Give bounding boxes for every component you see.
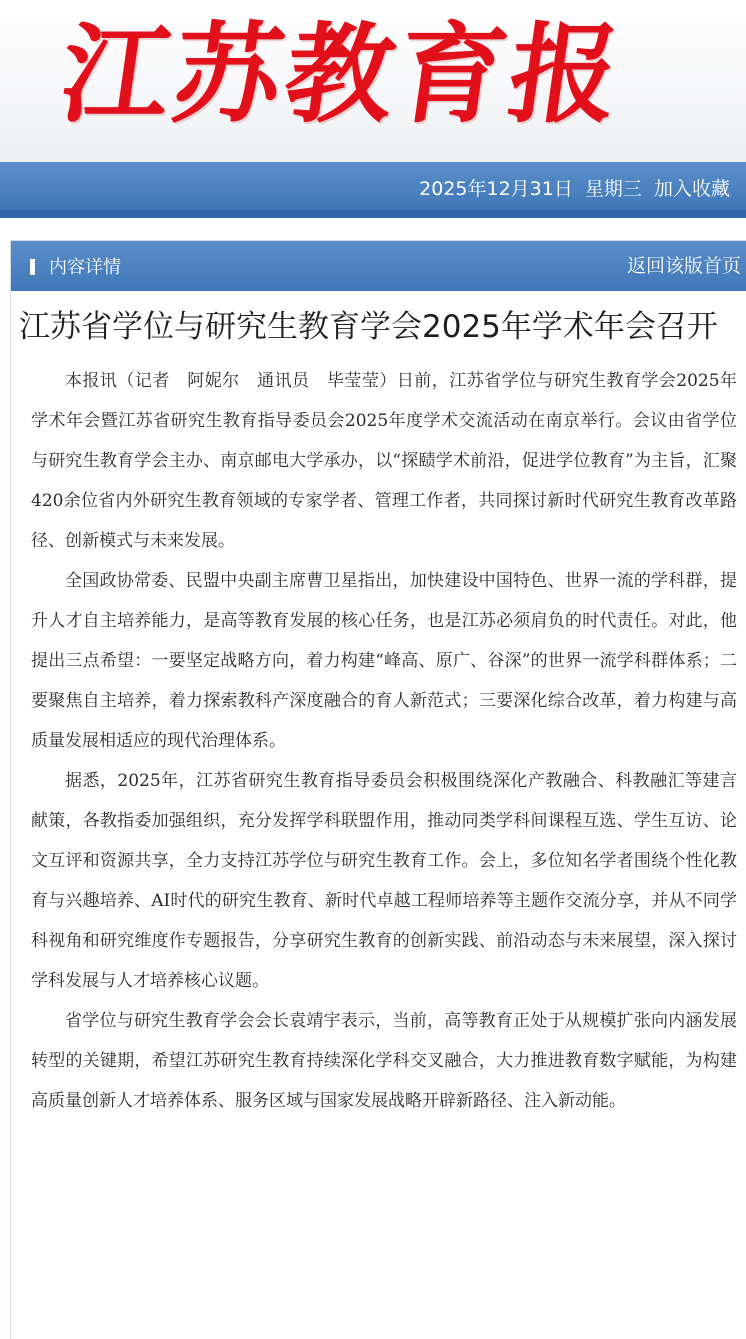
section-header xyxy=(11,241,746,291)
section-title: 内容详情 xyxy=(49,257,121,278)
article-body xyxy=(31,361,737,1121)
current-date: 2025年12月31日 xyxy=(419,178,573,200)
content-panel xyxy=(10,240,746,1339)
section-marker-icon xyxy=(30,259,35,275)
date-info xyxy=(413,174,730,201)
back-to-page-link[interactable]: 返回该版首页 xyxy=(627,255,742,277)
current-weekday: 星期三 xyxy=(584,178,642,200)
article-headline: 江苏省学位与研究生教育学会2025年学术年会召开 xyxy=(19,309,718,345)
add-bookmark-link[interactable]: 加入收藏 xyxy=(653,178,730,200)
article-paragraph: 本报讯（记者 阿妮尔 通讯员 毕莹莹）日前，江苏省学位与研究生教育学会2025年学术年会暨江苏省研究生教育指导委员会2025年度学术交流活动在南京举行。会议由省学位与研究生教育学会主办、南京邮电大学承办，以“探赜学术前沿，促进学位教育”为主旨，汇聚420余位省内外研究生教育领域的专家学者、管理工作者，共同探讨新时代研究生教育改革路径、创新模式与未来发展。 xyxy=(31,371,737,551)
date-bar xyxy=(0,162,746,218)
article-paragraph: 据悉，2025年，江苏省研究生教育指导委员会积极围绕深化产教融合、科教融汇等建言献策，各教指委加强组织，充分发挥学科联盟作用，推动同类学科间课程互选、学生互访、论文互评和资源共享，全力支持江苏学位与研究生教育工作。会上，多位知名学者围绕个性化教育与兴趣培养、AI时代的研究生教育、新时代卓越工程师培养等主题作交流分享，并从不同学科视角和研究维度作专题报告，分享研究生教育的创新实践、前沿动态与未来展望，深入探讨学科发展与人才培养核心议题。 xyxy=(31,771,737,991)
article-paragraph: 省学位与研究生教育学会会长袁靖宇表示，当前，高等教育正处于从规模扩张向内涵发展转型的关键期，希望江苏研究生教育持续深化学科交叉融合，大力推进教育数字赋能，为构建高质量创新人才培养体系、服务区域与国家发展战略开辟新路径、注入新动能。 xyxy=(31,1011,737,1111)
masthead xyxy=(0,0,746,162)
newspaper-logo[interactable]: 江苏教育报 xyxy=(53,12,631,138)
article-paragraph: 全国政协常委、民盟中央副主席曹卫星指出，加快建设中国特色、世界一流的学科群，提升人才自主培养能力，是高等教育发展的核心任务，也是江苏必须肩负的时代责任。对此，他提出三点希望：一要坚定战略方向，着力构建“峰高、原广、谷深”的世界一流学科群体系；二要聚焦自主培养，着力探索教科产深度融合的育人新范式；三要深化综合改革，着力构建与高质量发展相适应的现代治理体系。 xyxy=(31,571,737,751)
